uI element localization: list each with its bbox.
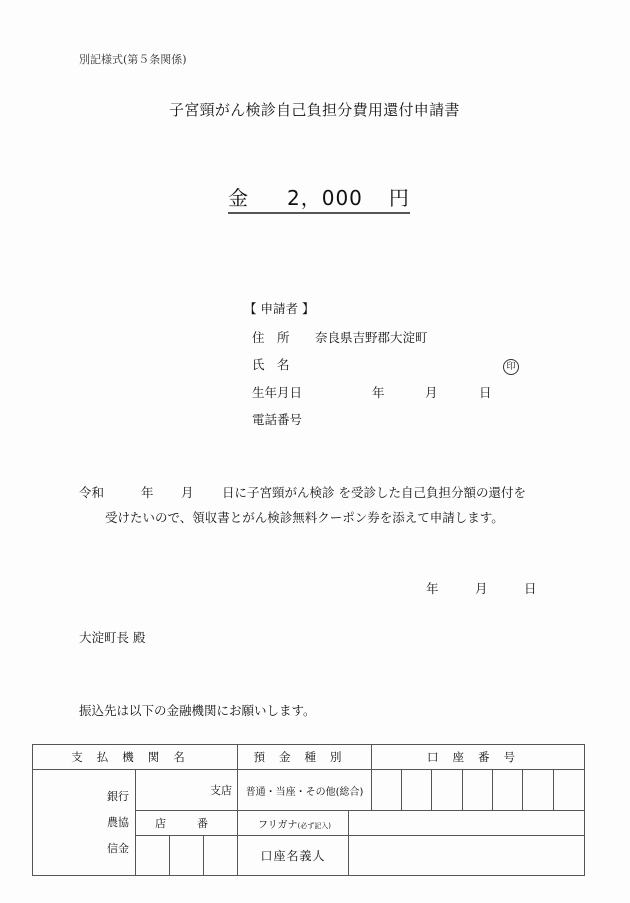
account-digit-2[interactable] — [402, 770, 432, 811]
name-field[interactable] — [312, 352, 502, 372]
institution-types[interactable] — [33, 770, 136, 876]
address-value[interactable]: 奈良県吉野郡大淀町 — [315, 330, 428, 345]
bank-account-table — [32, 744, 585, 876]
branch-number-digit-1[interactable] — [136, 836, 170, 876]
phone-field[interactable] — [312, 407, 512, 427]
applicant-heading: 【 申請者 】 — [244, 301, 315, 316]
header-institution: 支払機関名 — [33, 745, 238, 770]
birthdate-label: 生年月日 — [252, 385, 303, 400]
account-holder-label: 口座名義人 — [238, 836, 349, 876]
type-agri-coop[interactable]: 農協 — [107, 815, 129, 829]
page-title: 子宮頸がん検診自己負担分費用還付申請書 — [169, 101, 460, 119]
header-account-number: 口座番号 — [372, 745, 585, 770]
statement-line2: 受けたいので、領収書とがん検診無料クーポン券を添えて申請します。 — [105, 510, 504, 525]
name-label: 氏 名 — [252, 357, 290, 372]
branch-number-label: 店 番 — [136, 811, 238, 836]
account-digit-7[interactable] — [554, 770, 585, 811]
amount-suffix: 円 — [388, 186, 410, 210]
account-digit-3[interactable] — [432, 770, 463, 811]
branch-name-field[interactable] — [136, 770, 238, 811]
address-label: 住 所 — [252, 330, 290, 345]
date-month-label: 月 — [475, 581, 488, 596]
statement-era: 令和 — [79, 485, 105, 500]
refund-amount — [228, 182, 410, 214]
statement-month: 月 — [181, 485, 194, 500]
birth-day-label: 日 — [479, 385, 492, 400]
addressee: 大淀町長 殿 — [79, 630, 146, 645]
branch-number-digit-2[interactable] — [170, 836, 204, 876]
branch-suffix: 支店 — [210, 784, 232, 797]
birth-month-label: 月 — [425, 385, 438, 400]
type-bank[interactable]: 銀行 — [107, 789, 129, 803]
account-holder-field[interactable] — [349, 836, 585, 876]
amount-prefix: 金 — [228, 186, 249, 210]
phone-label: 電話番号 — [252, 412, 303, 427]
statement-year: 年 — [141, 485, 154, 500]
amount-value: 2，000 — [287, 186, 363, 210]
date-day-label: 日 — [524, 581, 537, 596]
furigana-note: (必ず記入) — [297, 821, 331, 830]
header-deposit-type: 預金種別 — [238, 745, 372, 770]
statement-line1: 日に子宮頸がん検診 を受診した自己負担分額の還付を — [222, 485, 526, 500]
date-year-label: 年 — [426, 581, 439, 596]
seal-icon: 印 — [503, 359, 519, 375]
account-digit-6[interactable] — [523, 770, 554, 811]
account-digit-4[interactable] — [463, 770, 493, 811]
deposit-type-options[interactable]: 普通・当座・その他(総合) — [238, 770, 372, 811]
form-reference: 別記様式(第５条関係) — [79, 53, 187, 66]
furigana-field[interactable] — [349, 811, 585, 836]
birth-year-label: 年 — [372, 385, 385, 400]
branch-number-digit-3[interactable] — [204, 836, 238, 876]
type-shinkin[interactable]: 信金 — [107, 841, 129, 855]
furigana-label: フリガナ(必ず記入) — [238, 811, 349, 836]
account-digit-5[interactable] — [493, 770, 523, 811]
transfer-note: 振込先は以下の金融機関にお願いします。 — [79, 703, 316, 718]
account-digit-1[interactable] — [372, 770, 402, 811]
